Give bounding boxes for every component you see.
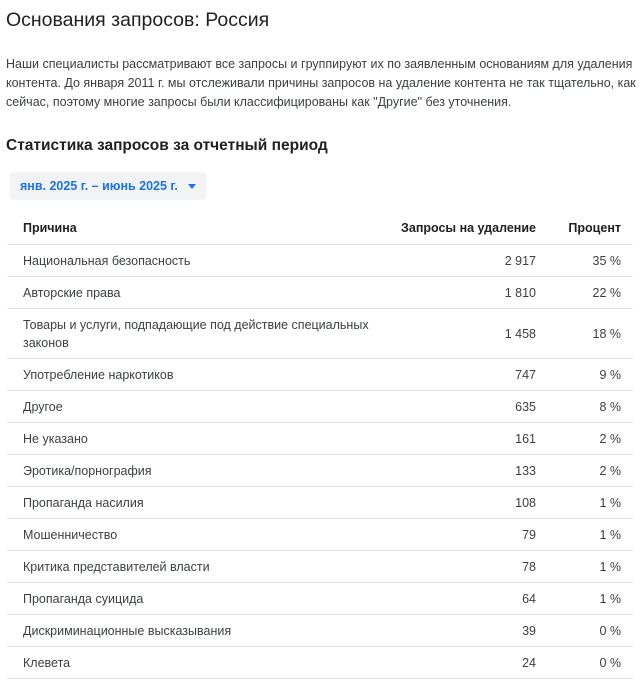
percent-cell: 0 % bbox=[599, 655, 621, 670]
reason-cell: Товары и услуги, подпадающие под действие специальных законов bbox=[23, 317, 369, 350]
reason-cell: Употребление наркотиков bbox=[23, 367, 174, 382]
intro-text: Наши специалисты рассматривают все запросы и группируют их по заявленным основаниям для удаления контента. До января 2011 г. мы отслеживали причины запросов на удаление контента не так тщательно, как сейчас, поэтому многие запросы были классифицированы как "Другие" без уточнения. bbox=[6, 57, 636, 109]
period-select-label: янв. 2025 г. – июнь 2025 г. bbox=[20, 179, 178, 193]
percent-cell: 35 % bbox=[592, 253, 621, 268]
table-row bbox=[7, 391, 633, 423]
table-row bbox=[7, 551, 633, 583]
requests-cell: 1 810 bbox=[504, 285, 536, 300]
requests-cell: 2 917 bbox=[504, 253, 536, 268]
reason-cell: Авторские права bbox=[23, 285, 121, 300]
requests-cell: 78 bbox=[522, 559, 536, 574]
reason-cell: Пропаганда суицида bbox=[23, 591, 144, 606]
percent-cell: 1 % bbox=[599, 559, 621, 574]
reason-cell: Критика представителей власти bbox=[23, 559, 210, 574]
reason-cell: Не указано bbox=[23, 431, 88, 446]
table-row bbox=[7, 359, 633, 391]
column-header-reason[interactable]: Причина bbox=[23, 221, 77, 235]
percent-cell: 8 % bbox=[599, 399, 621, 414]
column-header-percent[interactable]: Процент bbox=[568, 221, 621, 235]
requests-cell: 24 bbox=[522, 655, 536, 670]
table-row bbox=[7, 455, 633, 487]
percent-cell: 2 % bbox=[599, 463, 621, 478]
period-select[interactable] bbox=[10, 172, 206, 200]
requests-cell: 108 bbox=[515, 495, 536, 510]
percent-cell: 22 % bbox=[592, 285, 621, 300]
table-row bbox=[7, 583, 633, 615]
reason-cell: Пропаганда насилия bbox=[23, 495, 144, 510]
requests-cell: 1 458 bbox=[504, 326, 536, 341]
requests-cell: 79 bbox=[522, 527, 536, 542]
requests-cell: 161 bbox=[515, 431, 536, 446]
percent-cell: 1 % bbox=[599, 495, 621, 510]
table-row bbox=[7, 245, 633, 277]
requests-cell: 64 bbox=[522, 591, 536, 606]
table-row bbox=[7, 487, 633, 519]
page-title: Основания запросов: Россия bbox=[6, 9, 270, 31]
table-row bbox=[7, 519, 633, 551]
percent-cell: 2 % bbox=[599, 431, 621, 446]
column-header-requests[interactable]: Запросы на удаление bbox=[401, 221, 536, 235]
percent-cell: 9 % bbox=[599, 367, 621, 382]
reasons-table bbox=[7, 212, 633, 679]
table-row bbox=[7, 647, 633, 679]
percent-cell: 18 % bbox=[592, 326, 621, 341]
reason-cell: Клевета bbox=[23, 655, 71, 670]
reason-cell: Эротика/порнография bbox=[23, 463, 152, 478]
requests-cell: 39 bbox=[522, 623, 536, 638]
reason-cell: Дискриминационные высказывания bbox=[23, 623, 232, 638]
requests-cell: 747 bbox=[515, 367, 536, 382]
percent-cell: 0 % bbox=[599, 623, 621, 638]
table-row bbox=[7, 309, 633, 359]
reason-cell: Другое bbox=[23, 399, 63, 414]
chevron-down-icon bbox=[188, 184, 196, 189]
requests-cell: 133 bbox=[515, 463, 536, 478]
table-row bbox=[7, 423, 633, 455]
reason-cell: Мошенничество bbox=[23, 527, 118, 542]
percent-cell: 1 % bbox=[599, 591, 621, 606]
table-row bbox=[7, 615, 633, 647]
requests-cell: 635 bbox=[515, 399, 536, 414]
table-header-row bbox=[7, 212, 633, 245]
section-title: Статистика запросов за отчетный период bbox=[6, 137, 328, 154]
percent-cell: 1 % bbox=[599, 527, 621, 542]
reason-cell: Национальная безопасность bbox=[23, 253, 191, 268]
table-row bbox=[7, 277, 633, 309]
